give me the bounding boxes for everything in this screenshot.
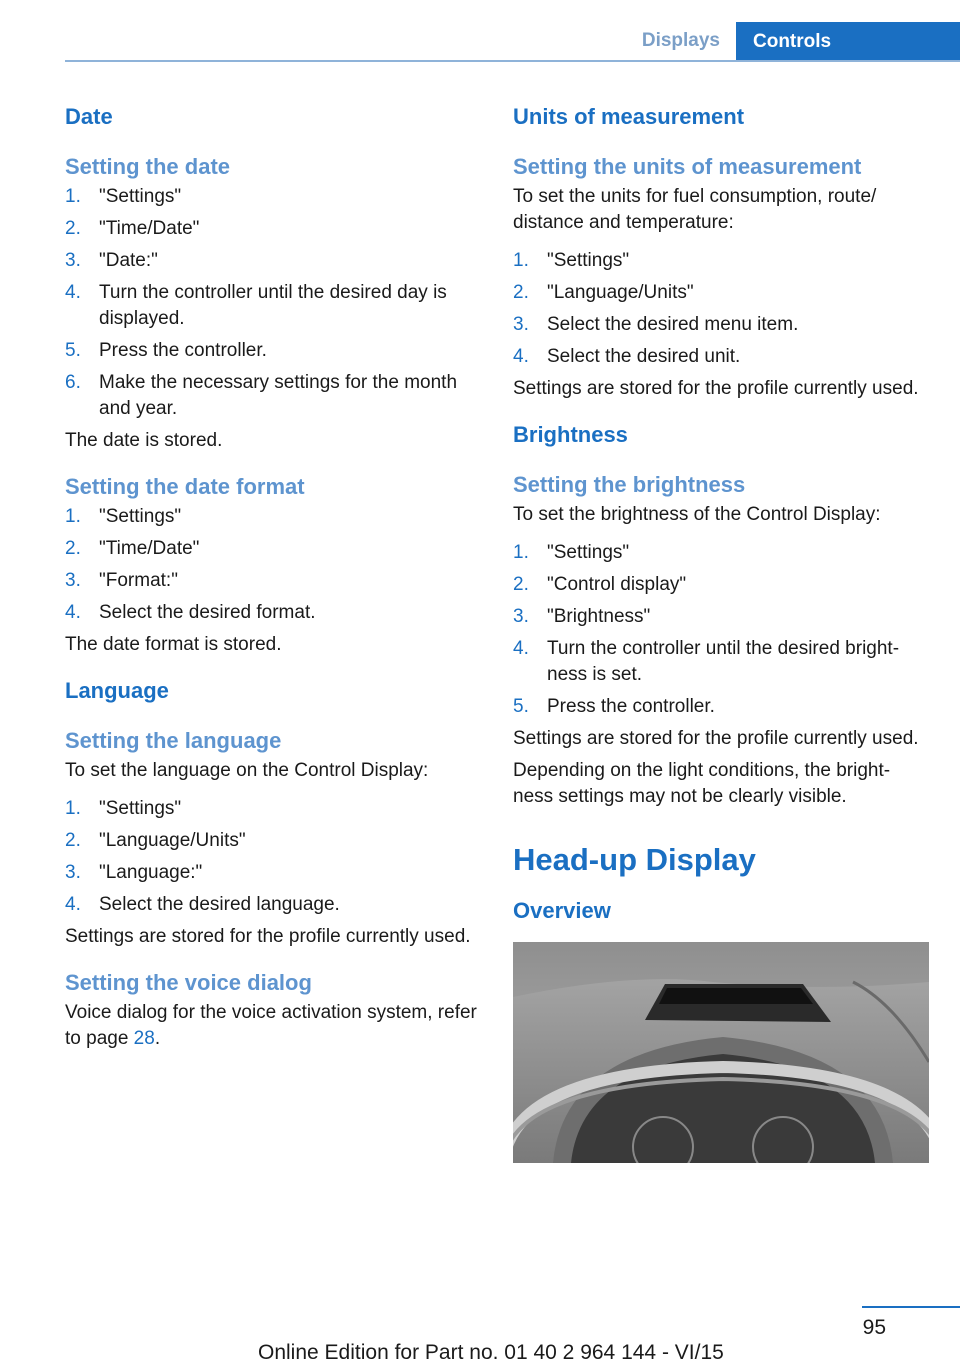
footer-rule: [862, 1306, 960, 1308]
units-heading: Units of measurement: [513, 104, 745, 129]
list-item-number: 3.: [65, 570, 81, 591]
list-item: [65, 536, 480, 562]
setting-units-steps: [513, 248, 933, 370]
language-heading: Language: [65, 678, 169, 703]
list-item: [65, 370, 480, 422]
setting-date-format-steps: [65, 504, 480, 626]
head-up-display-heading: Head-up Display: [513, 842, 756, 877]
list-item-number: 2.: [513, 574, 529, 595]
list-item-text: "Language/Units": [547, 282, 694, 303]
page-28-link[interactable]: 28: [133, 1028, 155, 1049]
list-item-text: "Brightness": [547, 606, 651, 627]
list-item-number: 4.: [65, 894, 81, 915]
list-item-number: 5.: [65, 340, 81, 361]
list-item-text: "Settings": [547, 542, 630, 563]
list-item: [513, 572, 933, 598]
list-item-text: Press the controller.: [99, 340, 267, 361]
list-item-text: "Date:": [99, 250, 158, 271]
list-item-text: "Time/Date": [99, 538, 200, 559]
list-item-text: "Language/Units": [99, 830, 246, 851]
list-item-number: 3.: [65, 862, 81, 883]
setting-brightness-steps: [513, 540, 933, 720]
list-item-number: 1.: [65, 798, 81, 819]
header-chapter-tab: Controls: [736, 22, 960, 62]
list-item-number: 6.: [65, 372, 81, 393]
list-item-text: Press the controller.: [547, 696, 715, 717]
setting-language-heading: Setting the language: [65, 728, 282, 753]
list-item-text: Turn the controller until the desired bright‐ ness is set.: [547, 638, 900, 685]
list-item-number: 4.: [513, 346, 529, 367]
list-item-text: Select the desired menu item.: [547, 314, 799, 335]
setting-brightness-intro: To set the brightness of the Control Display:: [513, 504, 881, 525]
left-column: [65, 100, 480, 1058]
list-item-number: 5.: [513, 696, 529, 717]
list-item-number: 3.: [65, 250, 81, 271]
list-item: [65, 892, 480, 918]
list-item-number: 4.: [513, 638, 529, 659]
list-item: [513, 636, 933, 688]
voice-text-before: Voice dialog for the voice activation system, refer to page: [65, 1002, 477, 1049]
list-item: [65, 568, 480, 594]
setting-units-intro: To set the units for fuel consumption, route/ distance and temperature:: [513, 186, 877, 233]
list-item: [65, 280, 480, 332]
list-item-number: 1.: [65, 186, 81, 207]
list-item: [513, 280, 933, 306]
list-item: [65, 248, 480, 274]
list-item-number: 4.: [65, 602, 81, 623]
setting-date-result: The date is stored.: [65, 430, 223, 451]
right-column: [513, 100, 933, 1163]
list-item-number: 1.: [513, 542, 529, 563]
list-item: [65, 338, 480, 364]
list-item: [513, 604, 933, 630]
header-section-label: Displays: [641, 30, 720, 51]
list-item-number: 2.: [513, 282, 529, 303]
list-item-text: "Settings": [99, 506, 182, 527]
setting-brightness-note: Depending on the light conditions, the bright‐ ness settings may not be clearly visible.: [513, 760, 891, 807]
list-item-number: 2.: [65, 538, 81, 559]
list-item-text: Select the desired language.: [99, 894, 340, 915]
setting-language-result: Settings are stored for the profile currently used.: [65, 926, 471, 947]
list-item-text: Select the desired format.: [99, 602, 316, 623]
setting-language-steps: [65, 796, 480, 918]
setting-date-steps: [65, 184, 480, 422]
setting-date-format-heading: Setting the date format: [65, 474, 305, 499]
list-item-number: 3.: [513, 606, 529, 627]
list-item-number: 2.: [65, 218, 81, 239]
list-item-text: Turn the controller until the desired day is displayed.: [99, 282, 447, 329]
list-item-text: Make the necessary settings for the month and year.: [99, 372, 458, 419]
brightness-heading: Brightness: [513, 422, 628, 447]
setting-units-heading: Setting the units of measurement: [513, 154, 862, 179]
list-item-number: 3.: [513, 314, 529, 335]
head-up-display-photo: [513, 942, 929, 1163]
setting-voice-heading: Setting the voice dialog: [65, 970, 312, 995]
list-item: [65, 796, 480, 822]
setting-date-format-result: The date format is stored.: [65, 634, 282, 655]
setting-date-heading: Setting the date: [65, 154, 231, 179]
page-number: 95: [862, 1316, 886, 1339]
list-item: [513, 312, 933, 338]
list-item: [513, 694, 933, 720]
setting-units-result: Settings are stored for the profile currently used.: [513, 378, 919, 399]
header-rule: [65, 60, 960, 62]
list-item: [65, 504, 480, 530]
setting-brightness-heading: Setting the brightness: [513, 472, 746, 497]
list-item: [65, 184, 480, 210]
list-item-text: "Language:": [99, 862, 203, 883]
setting-language-intro: To set the language on the Control Display:: [65, 760, 429, 781]
list-item-number: 1.: [513, 250, 529, 271]
list-item-text: "Control display": [547, 574, 687, 595]
list-item: [513, 248, 933, 274]
edition-line: Online Edition for Part no. 01 40 2 964 144 - VI/15: [258, 1341, 724, 1364]
list-item-text: "Settings": [547, 250, 630, 271]
list-item-text: "Settings": [99, 186, 182, 207]
list-item-number: 4.: [65, 282, 81, 303]
list-item-number: 1.: [65, 506, 81, 527]
voice-text-after: .: [154, 1028, 161, 1049]
list-item-number: 2.: [65, 830, 81, 851]
voice-text: [65, 1000, 480, 1052]
list-item: [65, 860, 480, 886]
list-item: [513, 344, 933, 370]
list-item-text: "Format:": [99, 570, 178, 591]
list-item-text: "Settings": [99, 798, 182, 819]
setting-brightness-result: Settings are stored for the profile currently used.: [513, 728, 919, 749]
list-item: [513, 540, 933, 566]
list-item: [65, 216, 480, 242]
list-item: [65, 600, 480, 626]
overview-heading: Overview: [513, 898, 611, 923]
date-heading: Date: [65, 104, 113, 129]
list-item-text: "Time/Date": [99, 218, 200, 239]
list-item: [65, 828, 480, 854]
list-item-text: Select the desired unit.: [547, 346, 741, 367]
